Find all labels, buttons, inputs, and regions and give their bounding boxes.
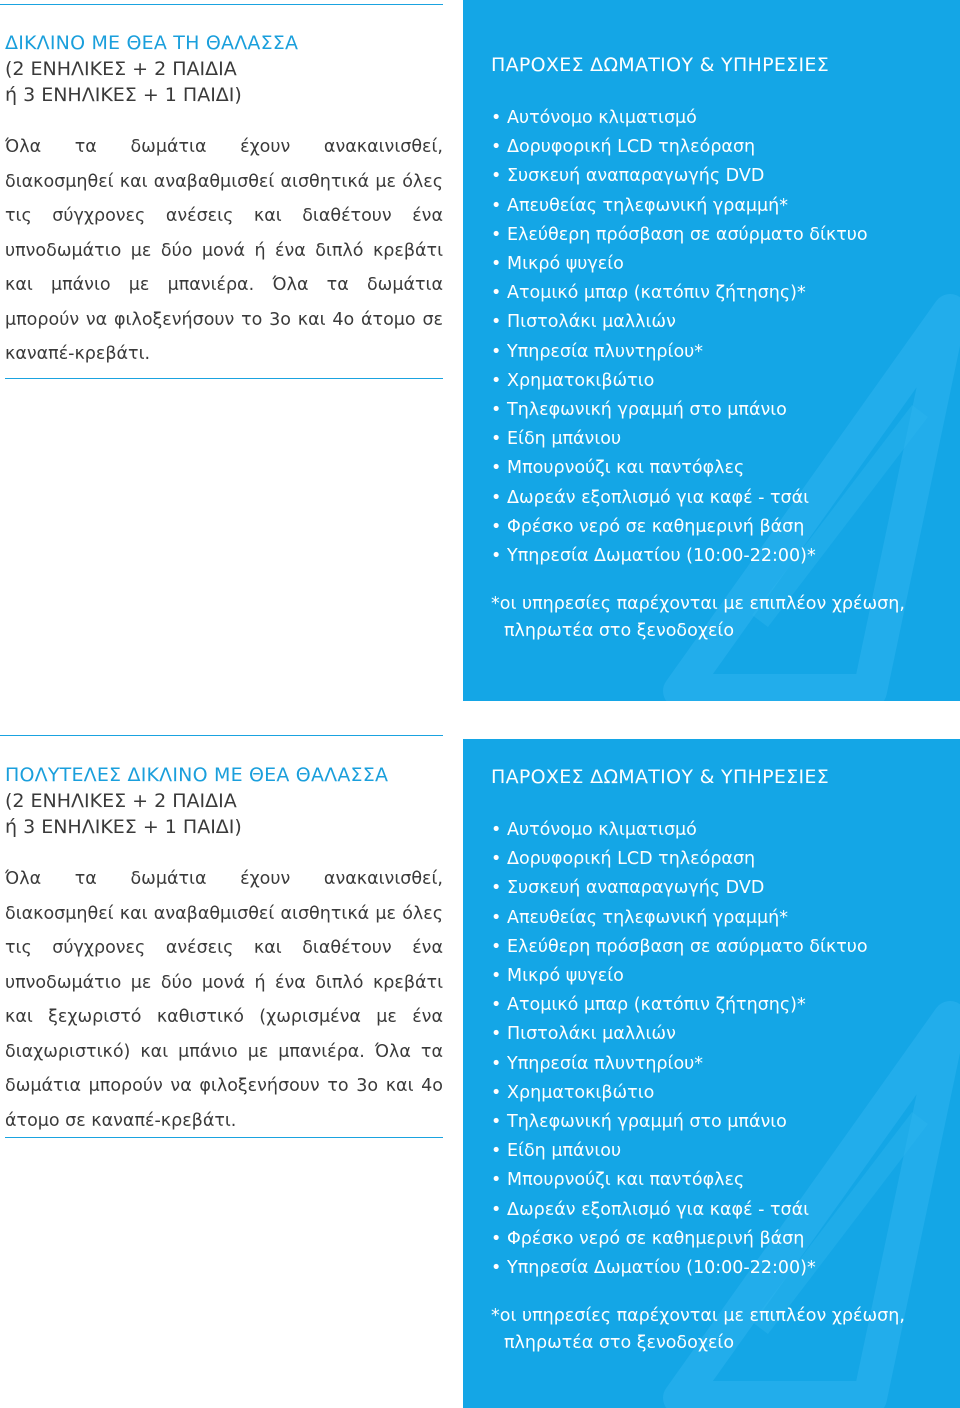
amenity-item (491, 367, 960, 396)
room-section-deluxe-sea-view (0, 700, 960, 1408)
amenity-label: Τηλεφωνική γραμμή στο μπάνιο (507, 400, 787, 421)
amenity-item (491, 279, 960, 308)
amenity-item (491, 991, 960, 1020)
amenity-item (491, 1254, 960, 1283)
amenities-note (491, 1303, 960, 1357)
bullet-icon: • (491, 254, 502, 275)
bullet-icon: • (491, 429, 502, 450)
bullet-icon: • (491, 370, 502, 391)
amenity-item (491, 1166, 960, 1195)
bullet-icon: • (491, 400, 502, 421)
amenity-item (491, 904, 960, 933)
amenity-label: Μπουρνούζι και παντόφλες (507, 1170, 745, 1191)
amenity-item (491, 542, 960, 571)
amenities-panel (463, 0, 960, 701)
amenity-item (491, 192, 960, 221)
amenity-item (491, 221, 960, 250)
amenity-label: Είδη μπάνιου (507, 1141, 622, 1162)
amenity-label: Είδη μπάνιου (507, 429, 622, 450)
amenity-item (491, 484, 960, 513)
amenity-label: Δωρεάν εξοπλισμό για καφέ - τσάι (507, 1199, 810, 1220)
bullet-icon: • (491, 1024, 502, 1045)
amenities-panel (463, 739, 960, 1408)
section-divider (5, 378, 443, 379)
amenity-item (491, 1196, 960, 1225)
amenity-item (491, 1225, 960, 1254)
bullet-icon: • (491, 820, 502, 840)
amenity-label: Ατομικό μπαρ (κατόπιν ζήτησης)* (507, 283, 806, 304)
room-info (5, 762, 443, 1138)
bullet-icon: • (491, 966, 502, 987)
bullet-icon: • (491, 224, 502, 245)
room-occupancy-line2: ή 3 ΕΝΗΛΙΚΕΣ + 1 ΠΑΙΔΙ) (5, 816, 242, 838)
amenity-label: Απευθείας τηλεφωνική γραμμή* (507, 907, 788, 928)
amenity-item (491, 962, 960, 991)
bullet-icon: • (491, 1170, 502, 1191)
amenity-label: Μικρό ψυγείο (507, 966, 624, 987)
amenity-label: Πιστολάκι μαλλιών (507, 1024, 676, 1045)
amenity-item (491, 162, 960, 191)
room-info (5, 30, 443, 372)
amenity-item (491, 1137, 960, 1166)
note-line2: πληρωτέα στο ξενοδοχείο (504, 1333, 735, 1354)
amenity-item (491, 454, 960, 483)
room-title: ΔΙΚΛΙΝΟ ΜΕ ΘΕΑ ΤΗ ΘΑΛΑΣΣΑ (5, 32, 299, 54)
bullet-icon: • (491, 849, 502, 870)
amenity-label: Υπηρεσία Δωματίου (10:00-22:00)* (507, 546, 816, 567)
amenity-label: Αυτόνομο κλιματισμό (507, 820, 697, 840)
bullet-icon: • (491, 487, 502, 508)
amenity-label: Υπηρεσία πλυντηρίου* (507, 341, 704, 362)
amenity-label: Υπηρεσία Δωματίου (10:00-22:00)* (507, 1258, 816, 1279)
amenity-item (491, 338, 960, 367)
amenity-item (491, 845, 960, 874)
amenity-label: Αυτόνομο κλιματισμό (507, 108, 697, 128)
amenities-note (491, 591, 960, 645)
bullet-icon: • (491, 1082, 502, 1103)
amenity-item (491, 933, 960, 962)
room-section-sea-view (0, 0, 960, 700)
section-divider (5, 1137, 443, 1138)
amenity-label: Δορυφορική LCD τηλεόραση (507, 137, 756, 158)
bullet-icon: • (491, 166, 502, 187)
amenity-item (491, 513, 960, 542)
amenity-item (491, 396, 960, 425)
amenity-label: Τηλεφωνική γραμμή στο μπάνιο (507, 1112, 787, 1133)
room-occupancy-line2: ή 3 ΕΝΗΛΙΚΕΣ + 1 ΠΑΙΔΙ) (5, 84, 242, 106)
bullet-icon: • (491, 546, 502, 567)
amenity-item (491, 1108, 960, 1137)
amenity-item (491, 816, 960, 845)
amenity-item (491, 1079, 960, 1108)
bullet-icon: • (491, 341, 502, 362)
amenities-title: ΠΑΡΟΧΕΣ ΔΩΜΑΤΙΟΥ & ΥΠΗΡΕΣΙΕΣ (491, 54, 829, 76)
amenity-label: Χρηματοκιβώτιο (507, 1082, 655, 1103)
bullet-icon: • (491, 312, 502, 333)
amenity-item (491, 104, 960, 133)
amenity-label: Ελεύθερη πρόσβαση σε ασύρματο δίκτυο (507, 936, 868, 957)
bullet-icon: • (491, 936, 502, 957)
note-line1: *οι υπηρεσίες παρέχονται με επιπλέον χρέωση, (491, 1306, 905, 1327)
amenity-label: Φρέσκο νερό σε καθημερινή βάση (507, 1228, 805, 1249)
bullet-icon: • (491, 108, 502, 128)
amenity-label: Μπουρνούζι και παντόφλες (507, 458, 745, 479)
note-line2: πληρωτέα στο ξενοδοχείο (504, 621, 735, 642)
amenity-label: Χρηματοκιβώτιο (507, 370, 655, 391)
bullet-icon: • (491, 283, 502, 304)
amenities-list (491, 104, 960, 571)
bullet-icon: • (491, 1199, 502, 1220)
amenity-item (491, 425, 960, 454)
room-description: Όλα τα δωμάτια έχουν ανακαινισθεί, διακοσμηθεί και αναβαθμισθεί αισθητικά με όλες τις σύγχρονες ανέσεις και διαθέτουν ένα υπνοδωμάτιο με δύο μονά ή ένα διπλό κρεβάτι και ξεχωριστό καθιστικό (χωρισμένα με ένα διαχωριστικό) και μπάνιο με μπανιέρα. Όλα τα δωμάτια μπορούν να φιλοξενήσουν το 3ο και 4ο άτομο σε καναπέ-κρεβάτι. (5, 869, 443, 1131)
amenity-label: Υπηρεσία πλυντηρίου* (507, 1053, 704, 1074)
room-description: Όλα τα δωμάτια έχουν ανακαινισθεί, διακοσμηθεί και αναβαθμισθεί αισθητικά με όλες τις σύγχρονες ανέσεις και διαθέτουν ένα υπνοδωμάτιο με δύο μονά ή ένα διπλό κρεβάτι και μπάνιο με μπανιέρα. Όλα τα δωμάτια μπορούν να φιλοξενήσουν το 3ο και 4ο άτομο σε καναπέ-κρεβάτι. (5, 137, 443, 364)
bullet-icon: • (491, 458, 502, 479)
bullet-icon: • (491, 995, 502, 1016)
amenity-item (491, 874, 960, 903)
room-title: ΠΟΛΥΤΕΛΕΣ ΔΙΚΛΙΝΟ ΜΕ ΘΕΑ ΘΑΛΑΣΣΑ (5, 764, 389, 786)
bullet-icon: • (491, 1258, 502, 1279)
bullet-icon: • (491, 1053, 502, 1074)
bullet-icon: • (491, 1112, 502, 1133)
bullet-icon: • (491, 878, 502, 899)
amenity-item (491, 1020, 960, 1049)
room-occupancy-line1: (2 ΕΝΗΛΙΚΕΣ + 2 ΠΑΙΔΙΑ (5, 58, 237, 80)
amenity-item (491, 133, 960, 162)
amenities-title: ΠΑΡΟΧΕΣ ΔΩΜΑΤΙΟΥ & ΥΠΗΡΕΣΙΕΣ (491, 766, 829, 788)
amenity-label: Συσκευή αναπαραγωγής DVD (507, 878, 765, 899)
bullet-icon: • (491, 137, 502, 158)
amenity-label: Δορυφορική LCD τηλεόραση (507, 849, 756, 870)
amenity-label: Φρέσκο νερό σε καθημερινή βάση (507, 516, 805, 537)
amenity-label: Δωρεάν εξοπλισμό για καφέ - τσάι (507, 487, 810, 508)
bullet-icon: • (491, 195, 502, 216)
amenity-label: Συσκευή αναπαραγωγής DVD (507, 166, 765, 187)
bullet-icon: • (491, 1228, 502, 1249)
amenity-item (491, 308, 960, 337)
bullet-icon: • (491, 907, 502, 928)
amenity-label: Πιστολάκι μαλλιών (507, 312, 676, 333)
amenity-label: Μικρό ψυγείο (507, 254, 624, 275)
bullet-icon: • (491, 516, 502, 537)
amenity-item (491, 250, 960, 279)
room-occupancy-line1: (2 ΕΝΗΛΙΚΕΣ + 2 ΠΑΙΔΙΑ (5, 790, 237, 812)
amenity-label: Απευθείας τηλεφωνική γραμμή* (507, 195, 788, 216)
amenity-label: Ατομικό μπαρ (κατόπιν ζήτησης)* (507, 995, 806, 1016)
amenity-item (491, 1050, 960, 1079)
amenity-label: Ελεύθερη πρόσβαση σε ασύρματο δίκτυο (507, 224, 868, 245)
bullet-icon: • (491, 1141, 502, 1162)
note-line1: *οι υπηρεσίες παρέχονται με επιπλέον χρέωση, (491, 594, 905, 615)
amenities-list (491, 816, 960, 1283)
